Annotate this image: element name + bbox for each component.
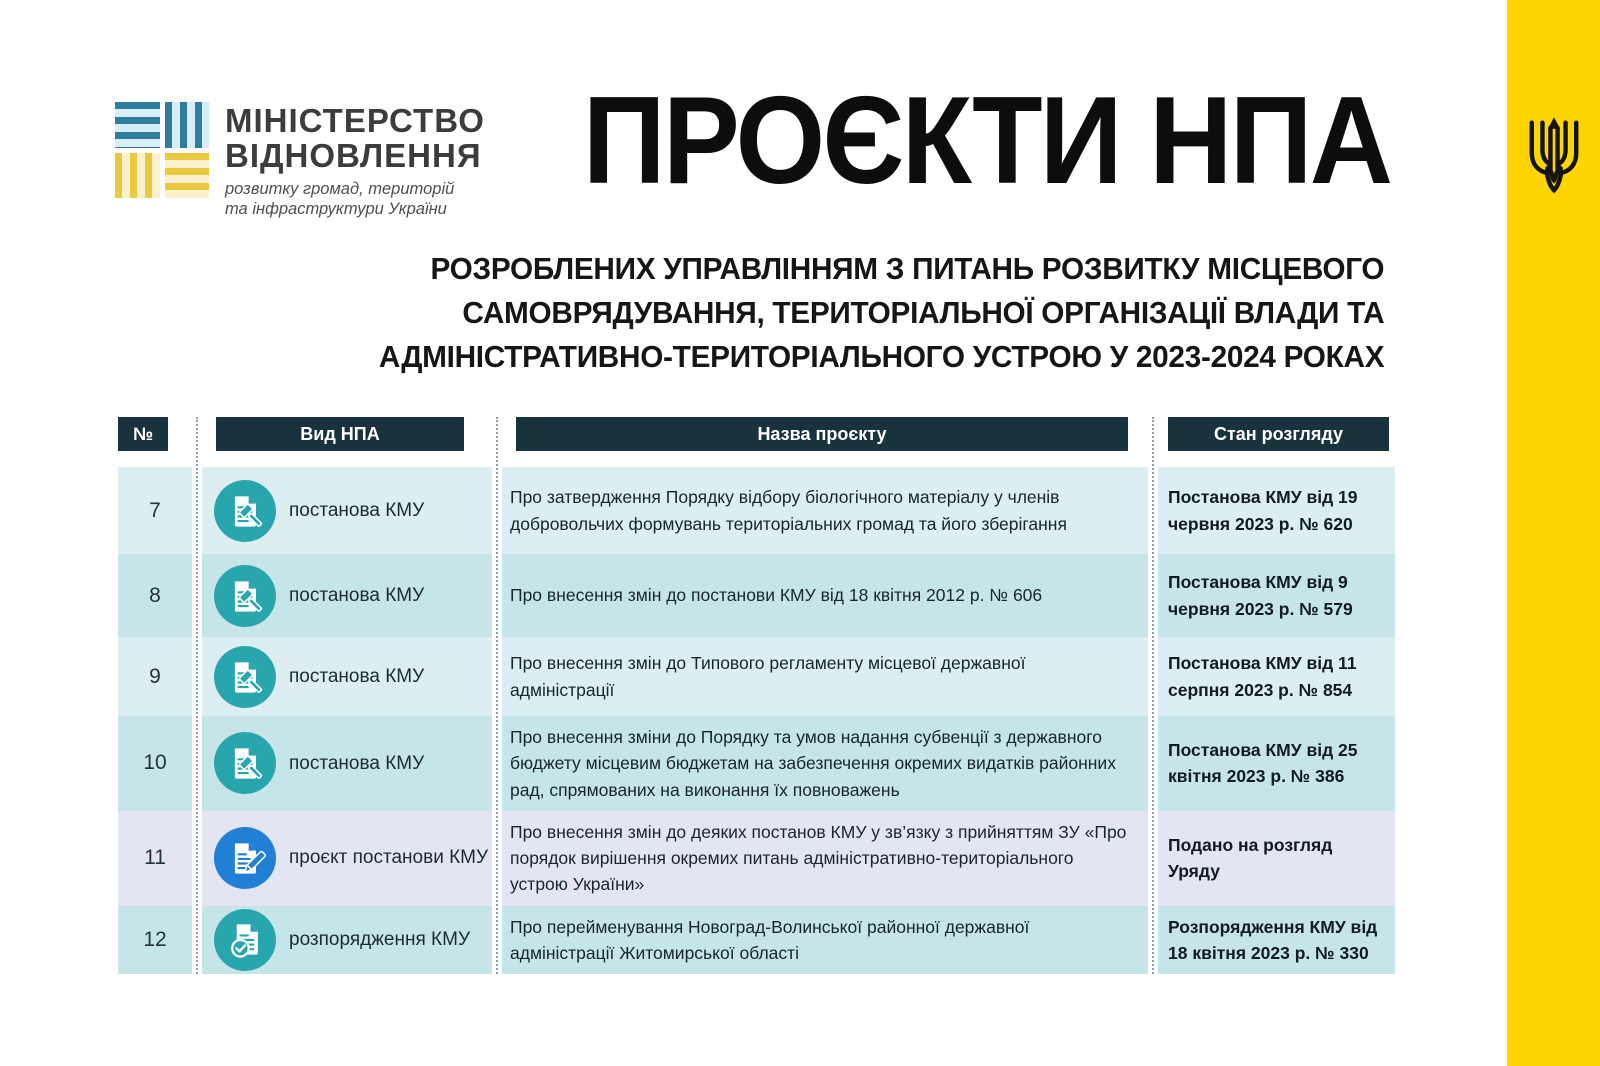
yellow-sidebar <box>1507 0 1600 1066</box>
ministry-logo-text <box>225 102 485 220</box>
table-row <box>118 811 1395 906</box>
npa-type-cell <box>202 467 492 554</box>
column-separator <box>196 417 198 974</box>
row-number: 11 <box>118 811 192 906</box>
page-title: ПРОЄКТИ НПА <box>582 72 1390 210</box>
review-status: Постанова КМУ від 25 квітня 2023 р. № 386 <box>1158 716 1395 811</box>
review-status: Розпорядження КМУ від 18 квітня 2023 р. № 330 <box>1158 906 1395 975</box>
review-status: Постанова КМУ від 9 червня 2023 р. № 579 <box>1158 554 1395 637</box>
gavel-document-icon <box>214 646 276 708</box>
npa-type-label: постанова КМУ <box>289 665 425 687</box>
table-row <box>118 906 1395 975</box>
logo-stripes-yellow-horizontal <box>165 153 210 199</box>
ministry-logo <box>115 102 485 220</box>
project-title: Про внесення змін до Типового регламенту місцевої державної адміністрації <box>502 637 1148 716</box>
ministry-tagline-line2: та інфраструктури України <box>225 200 447 219</box>
npa-type-cell <box>202 811 492 906</box>
project-title: Про перейменування Новоград-Волинської районної державної адміністрації Житомирської області <box>502 906 1148 975</box>
row-number: 7 <box>118 467 192 554</box>
row-number: 9 <box>118 637 192 716</box>
npa-type-label: проєкт постанови КМУ <box>289 847 489 869</box>
logo-stripes-blue-vertical <box>165 102 210 148</box>
project-title: Про внесення змін до постанови КМУ від 18 квітня 2012 р. № 606 <box>502 554 1148 637</box>
gavel-document-icon <box>214 480 276 542</box>
subtitle-line-3: АДМІНІСТРАТИВНО-ТЕРИТОРІАЛЬНОГО УСТРОЮ У 2023-2024 РОКАХ <box>378 339 1384 375</box>
npa-type-label: постанова КМУ <box>289 752 425 774</box>
subtitle-line-1: РОЗРОБЛЕНИХ УПРАВЛІННЯМ З ПИТАНЬ РОЗВИТКУ МІСЦЕВОГО <box>430 251 1384 286</box>
table-row <box>118 716 1395 811</box>
column-header-type: Вид НПА <box>216 417 464 451</box>
npa-type-cell <box>202 716 492 811</box>
row-number: 12 <box>118 906 192 975</box>
npa-type-label: розпорядження КМУ <box>289 928 471 950</box>
project-title: Про затвердження Порядку відбору біологічного матеріалу у членів добровольчих формувань територіальних громад та його зберігання <box>502 467 1148 554</box>
ministry-tagline-line1: розвитку громад, територій <box>225 180 455 199</box>
table-row <box>118 554 1395 637</box>
row-number: 10 <box>118 716 192 811</box>
npa-type-label: постанова КМУ <box>289 584 425 606</box>
column-separator <box>496 417 498 974</box>
project-title: Про внесення зміни до Порядку та умов надання субвенції з державного бюджету місцевим бюджетам на забезпечення окремих видатків районних рад, спрямованих на виконання їх повноважень <box>502 716 1148 811</box>
review-status: Постанова КМУ від 11 серпня 2023 р. № 854 <box>1158 637 1395 716</box>
table-row <box>118 467 1395 554</box>
column-header-status: Стан розгляду <box>1168 417 1389 451</box>
npa-type-cell <box>202 906 492 975</box>
page-subtitle <box>379 247 1384 379</box>
subtitle-line-2: САМОВРЯДУВАННЯ, ТЕРИТОРІАЛЬНОЇ ОРГАНІЗАЦІЇ ВЛАДИ ТА <box>462 295 1384 331</box>
gavel-document-icon <box>214 732 276 794</box>
table-row <box>118 637 1395 716</box>
logo-stripes-yellow-vertical <box>115 153 160 199</box>
npa-type-cell <box>202 637 492 716</box>
row-number: 8 <box>118 554 192 637</box>
logo-stripes-blue-horizontal <box>115 102 160 148</box>
check-document-icon <box>214 909 276 971</box>
npa-type-cell <box>202 554 492 637</box>
column-separator <box>1152 417 1154 974</box>
review-status: Подано на розгляд Уряду <box>1158 811 1395 906</box>
ministry-name-line2: ВІДНОВЛЕННЯ <box>225 136 482 174</box>
review-status: Постанова КМУ від 19 червня 2023 р. № 620 <box>1158 467 1395 554</box>
column-header-title: Назва проєкту <box>516 417 1128 451</box>
ministry-name-line1: МІНІСТЕРСТВО <box>225 102 485 139</box>
table-header-row <box>118 417 1395 451</box>
ministry-logo-mark <box>115 102 209 198</box>
npa-type-label: постанова КМУ <box>289 499 425 521</box>
npa-table <box>118 417 1395 974</box>
gavel-document-icon <box>214 565 276 627</box>
pencil-document-icon <box>214 827 276 889</box>
project-title: Про внесення змін до деяких постанов КМУ у зв’язку з прийняттям ЗУ «Про порядок вирішення окремих питань адміністративно-територіального устрою України» <box>502 811 1148 906</box>
ukraine-trident-icon <box>1522 112 1586 208</box>
column-header-number: № <box>118 417 168 451</box>
